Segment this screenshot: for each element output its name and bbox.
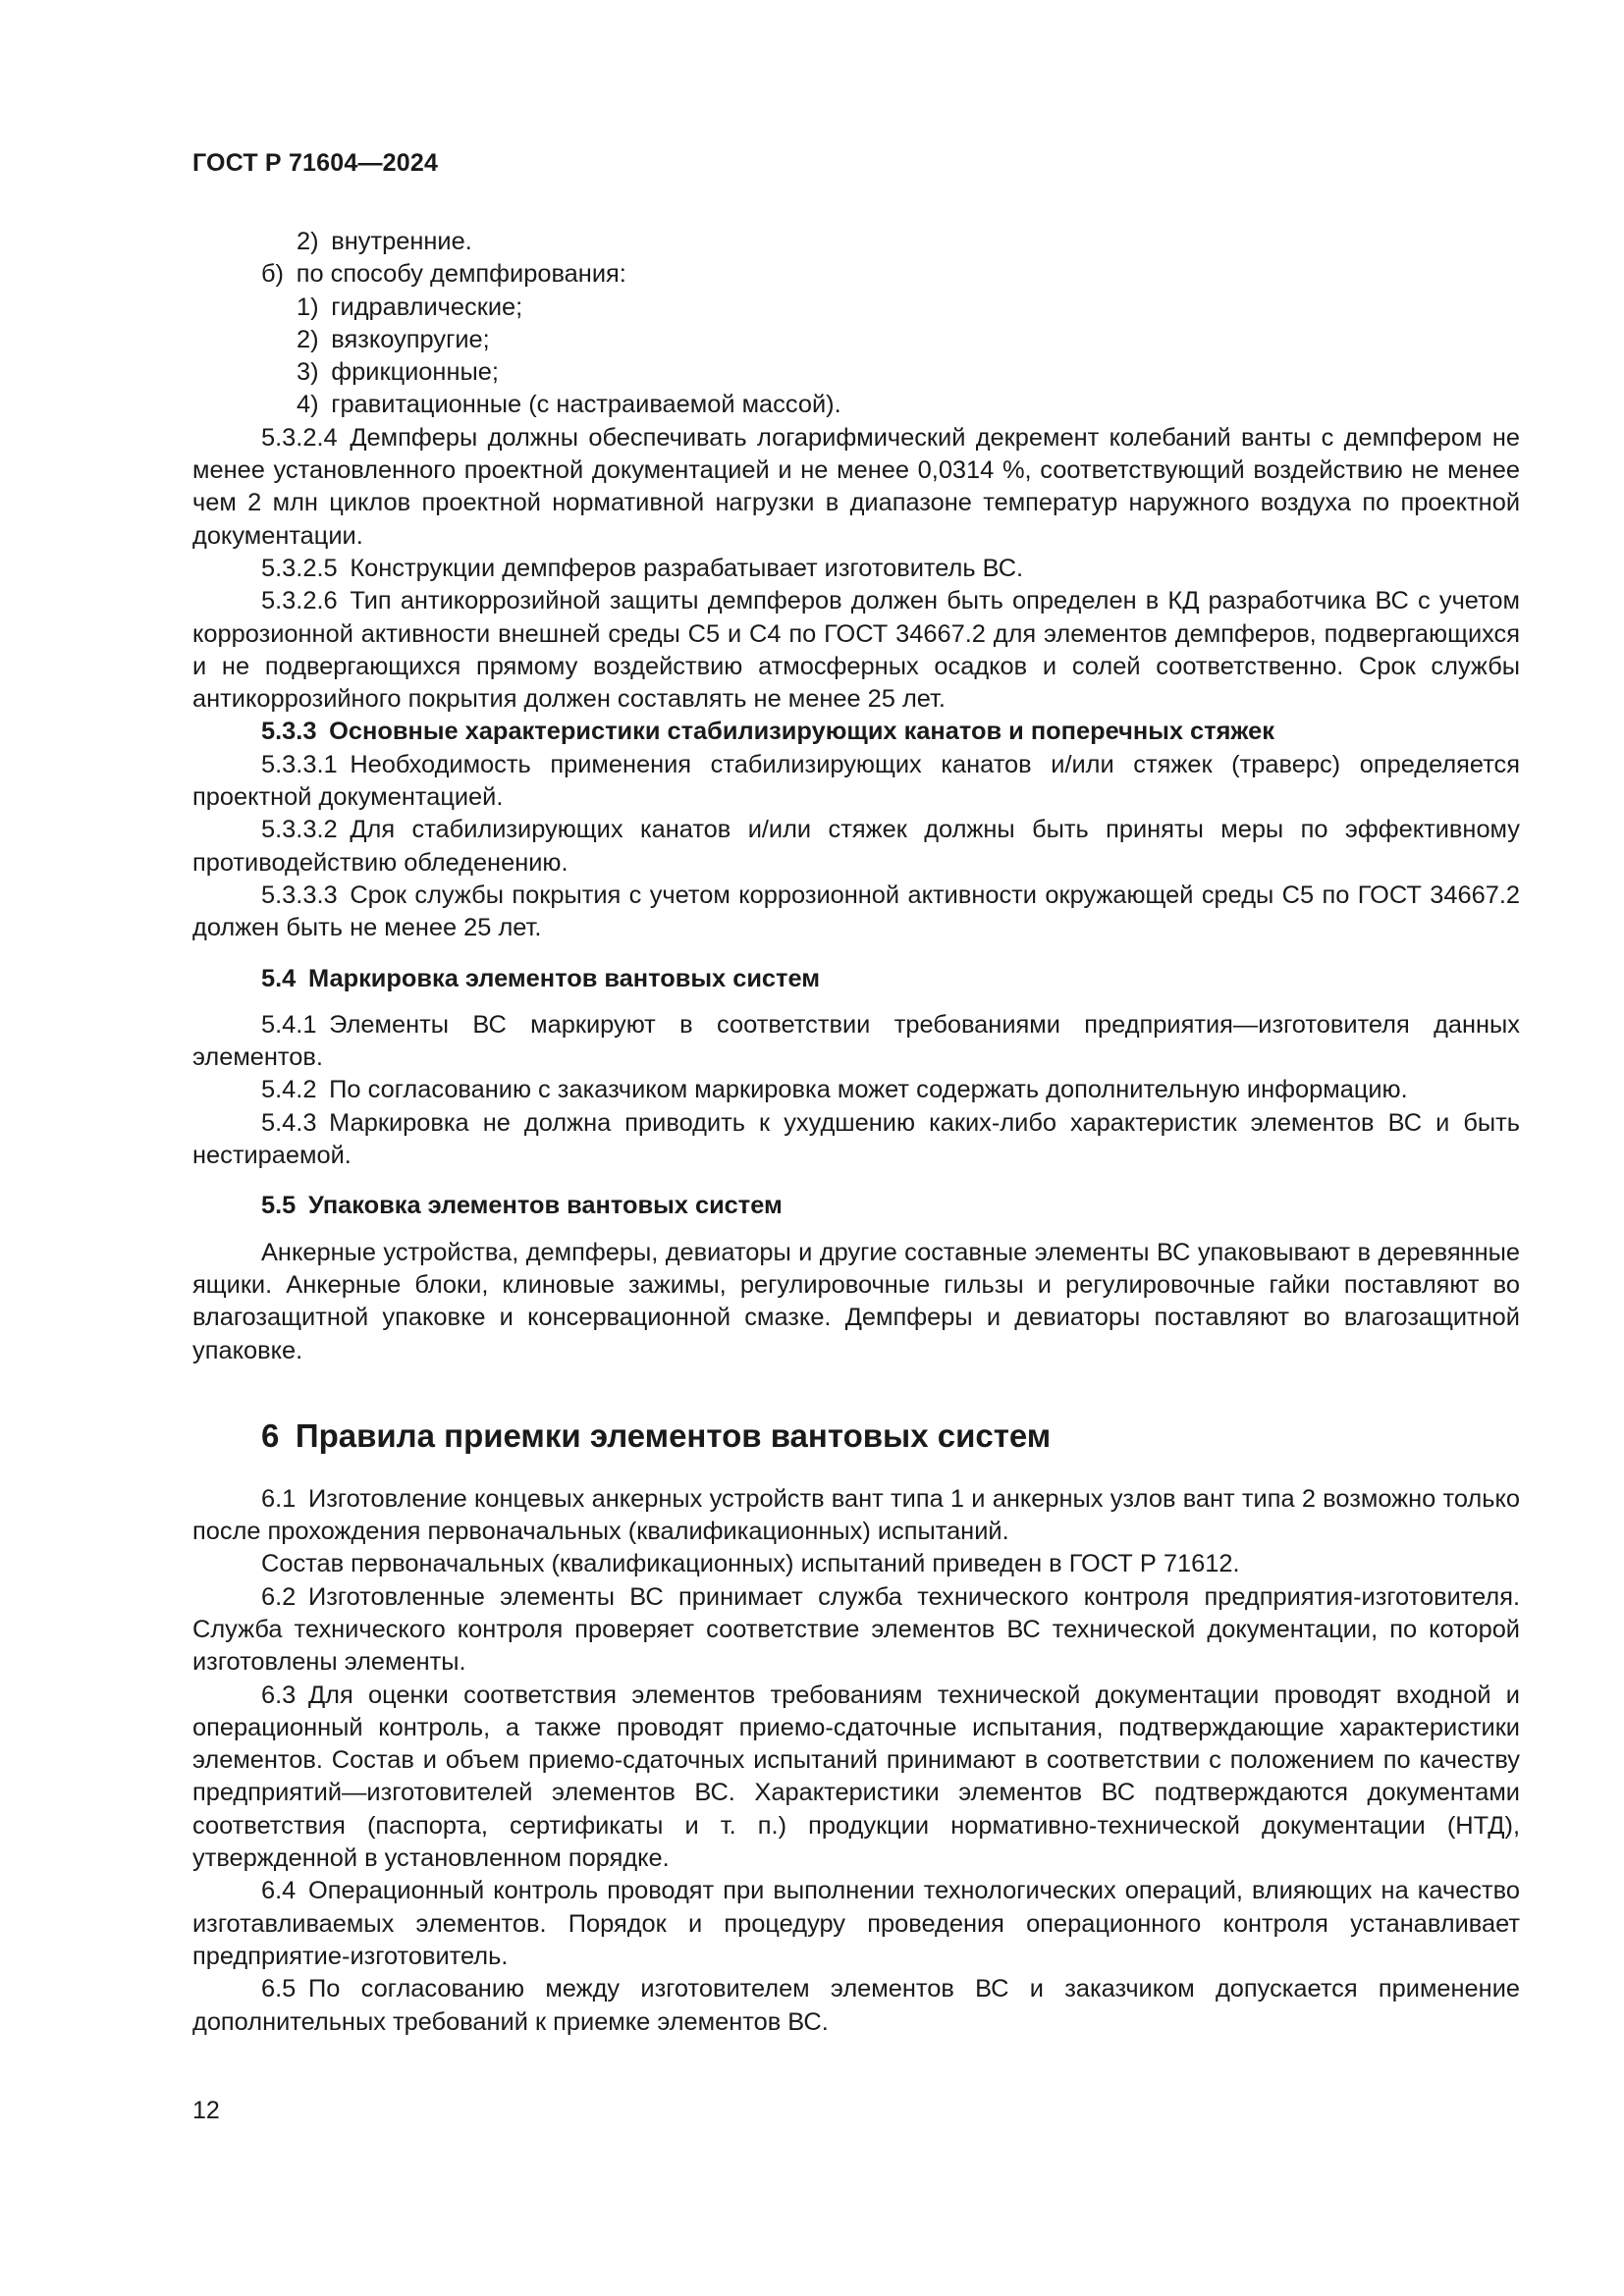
list-item: 3) фрикционные;	[297, 358, 499, 387]
list-item: 2) вязкоупругие;	[297, 325, 490, 353]
page-number: 12	[192, 2097, 220, 2124]
list-item: 1) гидравлические;	[297, 293, 523, 321]
paragraph-6-2: 6.2 Изготовленные элементы ВС принимает служба технического контроля предприятия-изготовителя. Служба технического контроля проверяет соответствие элементов ВС технической документации, по которой изготовлены элементы.	[192, 1582, 1520, 1677]
paragraph-5-3-3-2: 5.3.3.2 Для стабилизирующих канатов и/или стяжек должны быть приняты меры по эффективному противодействию обледенению.	[192, 816, 1520, 877]
paragraph-6-1-note: Состав первоначальных (квалификационных) испытаний приведен в ГОСТ Р 71612.	[261, 1550, 1240, 1578]
document-code-header: ГОСТ Р 71604—2024	[192, 149, 439, 177]
page-content	[192, 226, 1520, 2039]
paragraph-5-4-1: 5.4.1 Элементы ВС маркируют в соответствии требованиями предприятия—изготовителя данных элементов.	[192, 1010, 1520, 1072]
list-item: 4) гравитационные (с настраиваемой массой).	[297, 391, 841, 419]
list-item: 2) внутренние.	[297, 228, 472, 255]
paragraph-5-4-2: 5.4.2 По согласованию с заказчиком маркировка может содержать дополнительную информацию.	[261, 1076, 1408, 1104]
paragraph-5-3-3-1: 5.3.3.1 Необходимость применения стабилизирующих канатов и/или стяжек (траверс) определяется проектной документацией.	[192, 750, 1520, 812]
paragraph-6-5: 6.5 По согласованию между изготовителем элементов ВС и заказчиком допускается применение дополнительных требований к приемке элементов ВС.	[192, 1975, 1520, 2036]
heading-5-4: 5.4 Маркировка элементов вантовых систем	[261, 964, 821, 992]
paragraph-5-5: Анкерные устройства, демпферы, девиаторы и другие составные элементы ВС упаковывают в деревянные ящики. Анкерные блоки, клиновые зажимы, регулировочные гильзы и регулировочные гайки поставляют во влагозащитной упаковке и консервационной смазке. Демпферы и девиаторы поставляют во влагозащитной упаковке.	[192, 1238, 1520, 1364]
paragraph-5-3-2-6: 5.3.2.6 Тип антикоррозийной защиты демпферов должен быть определен в КД разработчика ВС с учетом коррозионной активности внешней среды С5 и С4 по ГОСТ 34667.2 для элементов демпферов, подвергающихся и не подвергающихся прямому воздействию атмосферных осадков и солей соответственно. Срок службы антикоррозийного покрытия должен составлять не менее 25 лет.	[192, 587, 1520, 714]
paragraph-5-3-3-3: 5.3.3.3 Срок службы покрытия с учетом коррозионной активности окружающей среды С5 по ГОСТ 34667.2 должен быть не менее 25 лет.	[192, 881, 1520, 942]
paragraph-5-3-2-5: 5.3.2.5 Конструкции демпферов разрабатывает изготовитель ВС.	[261, 554, 1024, 582]
paragraph-5-4-3: 5.4.3 Маркировка не должна приводить к ухудшению каких-либо характеристик элементов ВС и быть нестираемой.	[192, 1108, 1520, 1170]
heading-5-5: 5.5 Упаковка элементов вантовых систем	[261, 1192, 783, 1220]
heading-5-3-3: 5.3.3 Основные характеристики стабилизирующих канатов и поперечных стяжек	[261, 718, 1274, 746]
paragraph-6-3: 6.3 Для оценки соответствия элементов требованиям технической документации проводят входной и операционный контроль, а также проводят приемо-сдаточные испытания, подтверждающие характеристики элементов. Состав и объем приемо-сдаточных испытаний принимают в соответствии с положением по качеству предприятий—изготовителей элементов ВС. Характеристики элементов ВС подтверждаются документами соответствия (паспорта, сертификаты и т. п.) продукции нормативно-технической документации (НТД), утвержденной в установленном порядке.	[192, 1681, 1520, 1873]
section-title-6: 6 Правила приемки элементов вантовых систем	[261, 1416, 1052, 1454]
paragraph-6-4: 6.4 Операционный контроль проводят при выполнении технологических операций, влияющих на качество изготавливаемых элементов. Порядок и процедуру проведения операционного контроля устанавливает предприятие-изготовитель.	[192, 1877, 1520, 1970]
list-item: б) по способу демпфирования:	[261, 260, 626, 289]
paragraph-5-3-2-4: 5.3.2.4 Демпферы должны обеспечивать логарифмический декремент колебаний ванты с демпфером не менее установленного проектной документацией и не менее 0,0314 %, соответствующий воздействию не менее чем 2 млн циклов проектной нормативной нагрузки в диапазоне температур наружного воздуха по проектной документации.	[192, 423, 1520, 550]
paragraph-6-1: 6.1 Изготовление концевых анкерных устройств вант типа 1 и анкерных узлов вант типа 2 возможно только после прохождения первоначальных (квалификационных) испытаний.	[192, 1484, 1520, 1546]
